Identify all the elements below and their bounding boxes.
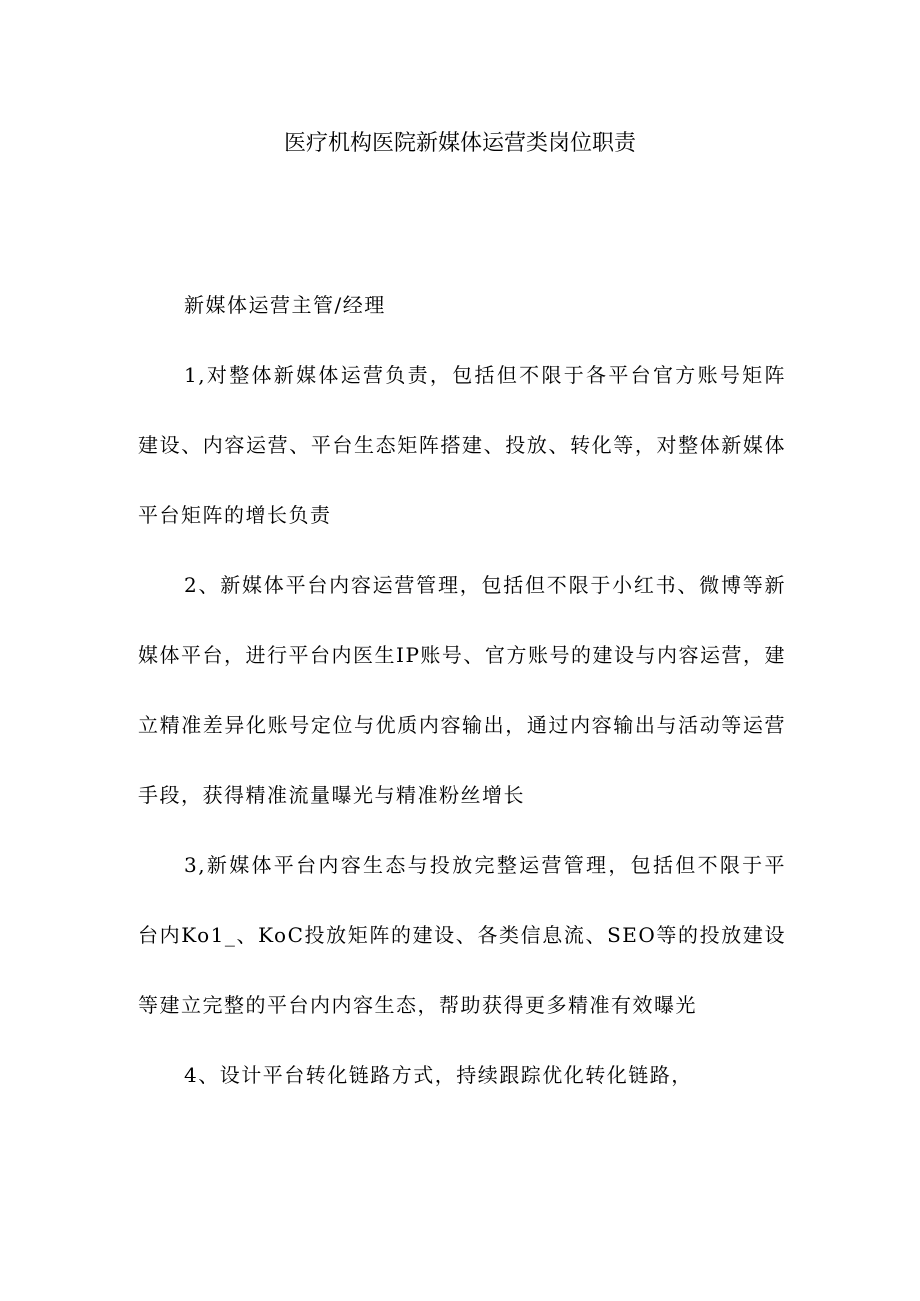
document-title: 医疗机构医院新媒体运营类岗位职责 (283, 131, 636, 156)
document-body (138, 270, 786, 1110)
paragraph-duty-4: 4、设计平台转化链路方式，持续跟踪优化转化链路， (184, 1063, 693, 1087)
paragraph-duty-1: 1,对整体新媒体运营负责，包括但不限于各平台官方账号矩阵建设、内容运营、平台生态矩阵搭建、投放、转化等，对整体新媒体平台矩阵的增长负责 (138, 363, 786, 527)
paragraph-duty-2: 2、新媒体平台内容运营管理，包括但不限于小红书、微博等新媒体平台，进行平台内医生IP账号、官方账号的建设与内容运营，建立精准差异化账号定位与优质内容输出，通过内容输出与活动等运营手段，获得精准流量曝光与精准粉丝增长 (138, 573, 786, 807)
paragraph-role: 新媒体运营主管/经理 (184, 293, 386, 317)
paragraph-duty-3: 3,新媒体平台内容生态与投放完整运营管理，包括但不限于平台内Ko1_、KoC投放矩阵的建设、各类信息流、SEO等的投放建设等建立完整的平台内内容生态，帮助获得更多精准有效曝光 (138, 853, 786, 1017)
